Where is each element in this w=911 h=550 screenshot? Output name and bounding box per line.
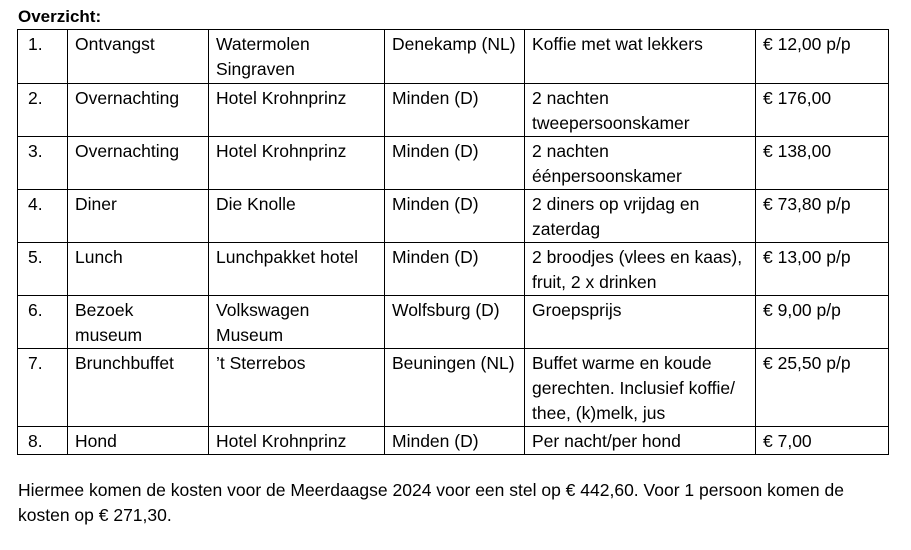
table-row [18,296,889,349]
description: 2 broodjes (vlees en kaas), fruit, 2 x drinken [525,243,756,296]
table-row [18,243,889,296]
activity-type: Lunch [68,243,209,296]
venue: Hotel Krohnprinz [209,84,385,137]
activity-type: Diner [68,190,209,243]
price: € 13,00 p/p [756,243,889,296]
place: Minden (D) [385,190,525,243]
price: € 7,00 [756,427,889,455]
row-number: 6. [18,296,68,349]
activity-type: Overnachting [68,137,209,190]
description: Groepsprijs [525,296,756,349]
description: 2 diners op vrijdag en zaterdag [525,190,756,243]
venue: Hotel Krohnprinz [209,427,385,455]
description: 2 nachten éénpersoonskamer [525,137,756,190]
place: Wolfsburg (D) [385,296,525,349]
activity-type: Brunchbuffet [68,349,209,427]
price: € 12,00 p/p [756,30,889,84]
description: 2 nachten tweepersoonskamer [525,84,756,137]
overview-heading: Overzicht: [18,7,102,26]
activity-type: Hond [68,427,209,455]
table-row [18,427,889,455]
activity-type: Bezoek museum [68,296,209,349]
row-number: 7. [18,349,68,427]
row-number: 5. [18,243,68,296]
description: Buffet warme en koude gerechten. Inclusief koffie/ thee, (k)melk, jus [525,349,756,427]
table-row [18,190,889,243]
row-number: 3. [18,137,68,190]
description: Koffie met wat lekkers [525,30,756,84]
row-number: 4. [18,190,68,243]
price: € 73,80 p/p [756,190,889,243]
row-number: 8. [18,427,68,455]
activity-type: Overnachting [68,84,209,137]
price: € 138,00 [756,137,889,190]
place: Beuningen (NL) [385,349,525,427]
venue: Hotel Krohnprinz [209,137,385,190]
cost-summary: Hiermee komen de kosten voor de Meerdaagse 2024 voor een stel op € 442,60. Voor 1 persoon komen de kosten op € 271,30. [18,480,844,525]
place: Minden (D) [385,243,525,296]
row-number: 1. [18,30,68,84]
venue: Watermolen Singraven [209,30,385,84]
table-row [18,84,889,137]
table-row [18,349,889,427]
venue: Lunchpakket hotel [209,243,385,296]
price: € 25,50 p/p [756,349,889,427]
place: Denekamp (NL) [385,30,525,84]
venue: Volkswagen Museum [209,296,385,349]
place: Minden (D) [385,427,525,455]
place: Minden (D) [385,84,525,137]
venue: ’t Sterrebos [209,349,385,427]
row-number: 2. [18,84,68,137]
price: € 9,00 p/p [756,296,889,349]
overview-table [17,29,889,455]
price: € 176,00 [756,84,889,137]
place: Minden (D) [385,137,525,190]
description: Per nacht/per hond [525,427,756,455]
activity-type: Ontvangst [68,30,209,84]
venue: Die Knolle [209,190,385,243]
table-row [18,30,889,84]
table-row [18,137,889,190]
